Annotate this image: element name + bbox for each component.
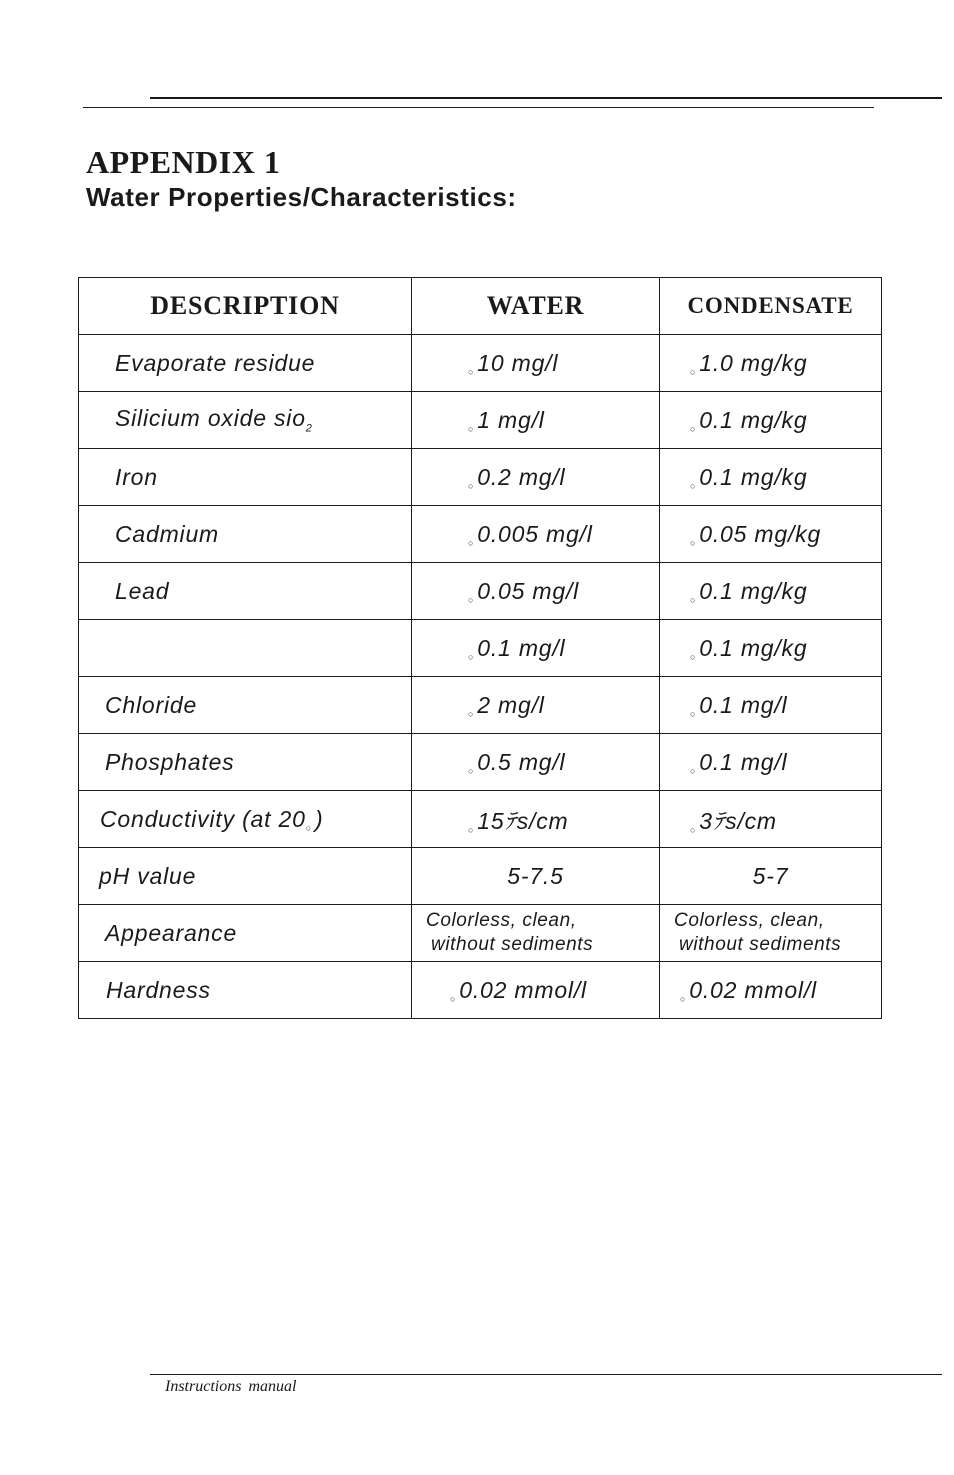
row-description: Phosphates [79,734,412,791]
row-description: Lead [79,563,412,620]
row-water-value [412,620,660,677]
row-condensate-value [660,506,882,563]
less-than-symbol: ○ [450,993,457,1004]
row-description [79,620,412,677]
row-condensate-value [660,905,882,962]
less-than-symbol: ○ [690,366,697,377]
table-row [79,848,882,905]
row-water-value: 5-7.5 [412,848,660,905]
row-condensate-value: 5-7 [660,848,882,905]
row-water-value [412,335,660,392]
water-value-text: 0.1 mg/l [477,634,566,661]
row-condensate-value [660,392,882,449]
table-row [79,620,882,677]
less-than-symbol: ○ [690,594,697,605]
description-text: Silicium oxide sio [115,405,306,432]
condensate-value-text: 1.0 mg/kg [699,349,808,376]
water-value-text: 0.05 mg/l [477,577,580,604]
table-row [79,392,882,449]
water-value-text: 0.5 mg/l [477,748,566,775]
row-water-value [412,905,660,962]
condensate-value-text: 0.1 mg/kg [699,406,808,433]
row-water-value [412,506,660,563]
row-condensate-value [660,449,882,506]
row-description: Chloride [79,677,412,734]
top-rule-thick [150,97,942,99]
row-description [79,791,412,848]
section-subtitle: Water Properties/Characteristics: [86,182,517,212]
row-water-value [412,962,660,1019]
less-than-symbol: ○ [690,651,697,662]
subscript-text: 2 [305,422,313,435]
row-condensate-value [660,620,882,677]
row-water-value [412,791,660,848]
water-value-text: 1 mg/l [477,406,545,433]
condensate-value-text: 0.02 mmol/l [689,976,817,1003]
water-value-line1: Colorless, clean, [426,910,577,931]
less-than-symbol: ○ [468,423,475,434]
header-description: DESCRIPTION [79,278,412,335]
condensate-value-text: 0.1 mg/l [699,748,788,775]
table-header-row [79,278,882,335]
table-row [79,449,882,506]
top-rule-thin [83,107,874,108]
condensate-value-text: 3ﾃs/cm [699,807,777,834]
water-value-text: 0.02 mmol/l [459,976,587,1003]
description-text: Conductivity (at 20 [100,805,306,832]
less-than-symbol: ○ [690,765,697,776]
row-condensate-value [660,335,882,392]
less-than-symbol: ○ [468,824,475,835]
table-row [79,563,882,620]
less-than-symbol: ○ [468,651,475,662]
less-than-symbol: ○ [468,537,475,548]
less-than-symbol: ○ [468,594,475,605]
condensate-value-text: 0.1 mg/kg [699,463,808,490]
condensate-value-text: 0.1 mg/kg [699,634,808,661]
less-than-symbol: ○ [468,480,475,491]
less-than-symbol: ○ [468,708,475,719]
degree-symbol: ○ [305,822,312,833]
less-than-symbol: ○ [690,537,697,548]
footer-label: Instructions manual [165,1378,297,1395]
bottom-rule [150,1374,942,1375]
row-water-value [412,677,660,734]
row-water-value [412,449,660,506]
row-water-value [412,734,660,791]
row-condensate-value [660,791,882,848]
condensate-value-line1: Colorless, clean, [674,910,825,931]
appendix-title: APPENDIX 1 [86,144,281,180]
row-water-value [412,563,660,620]
less-than-symbol: ○ [690,423,697,434]
row-condensate-value [660,563,882,620]
row-condensate-value [660,734,882,791]
water-value-text: 0.2 mg/l [477,463,566,490]
table-row [79,506,882,563]
less-than-symbol: ○ [690,824,697,835]
row-description: Hardness [79,962,412,1019]
condensate-value-text: 0.1 mg/l [699,691,788,718]
row-water-value [412,392,660,449]
row-condensate-value [660,962,882,1019]
table-row [79,791,882,848]
water-properties-table [78,277,882,1019]
row-description: Cadmium [79,506,412,563]
row-condensate-value [660,677,882,734]
header-condensate: CONDENSATE [660,278,882,335]
row-description: Appearance [79,905,412,962]
description-tail-text: ) [314,805,324,832]
condensate-value-text: 0.05 mg/kg [699,520,822,547]
less-than-symbol: ○ [468,765,475,776]
row-description: Iron [79,449,412,506]
condensate-value-text: 0.1 mg/kg [699,577,808,604]
table-row [79,905,882,962]
table-row [79,734,882,791]
less-than-symbol: ○ [690,480,697,491]
table-row [79,962,882,1019]
row-description: pH value [79,848,412,905]
header-water: WATER [412,278,660,335]
less-than-symbol: ○ [690,708,697,719]
less-than-symbol: ○ [680,993,687,1004]
row-description [79,392,412,449]
row-description: Evaporate residue [79,335,412,392]
table-row [79,677,882,734]
less-than-symbol: ○ [468,366,475,377]
condensate-value-line2: without sediments [679,934,842,955]
water-value-text: 10 mg/l [477,349,559,376]
water-value-text: 15ﾃs/cm [477,807,569,834]
water-value-text: 2 mg/l [477,691,545,718]
water-value-line2: without sediments [431,934,594,955]
table-row [79,335,882,392]
water-value-text: 0.005 mg/l [477,520,593,547]
